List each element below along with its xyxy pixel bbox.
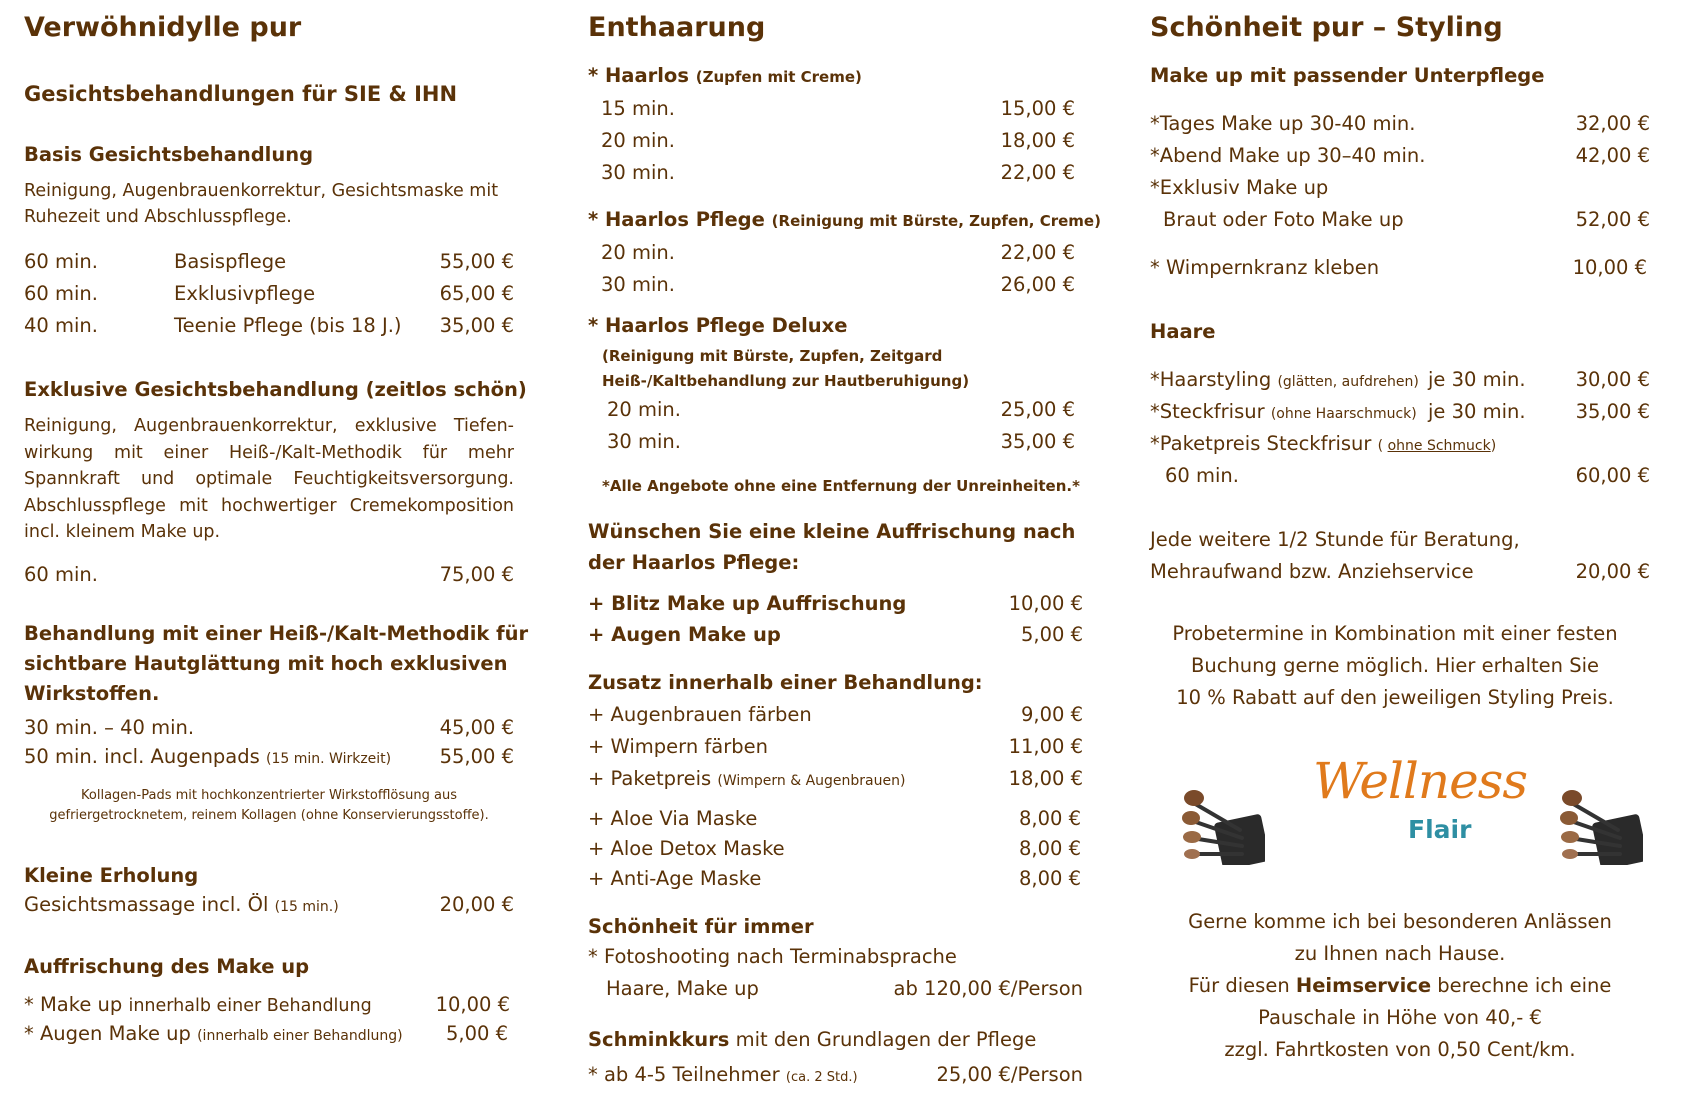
weitere-line2: Mehraufwand bzw. Anziehservice [1150,560,1474,583]
haarlos-heading-label: * Haarlos [588,64,689,87]
pflege-row-price: 22,00 € [1000,241,1075,264]
basis-heading: Basis Gesichtsbehandlung [24,143,314,166]
pflege-heading [588,208,1101,231]
deluxe-small-line1: (Reinigung mit Bürste, Zupfen, Zeitgard [602,347,943,365]
basis-row-price: 65,00 € [439,282,514,305]
pflege-heading-small: (Reinigung mit Bürste, Zupfen, Creme) [771,212,1101,230]
heisskalt-row1-price: 45,00 € [439,716,514,739]
immer-heading: Schönheit für immer [588,915,814,938]
pflege-row-duration: 30 min. [601,273,675,296]
basis-row-name: Teenie Pflege (bis 18 J.) [174,314,402,337]
paren-close: ) [1490,438,1497,454]
exklusiv-price: 75,00 € [439,563,514,586]
auffrischung-row1-label: * Make up [24,993,123,1016]
haare-row-per: je 30 min. [1428,368,1526,391]
basis-row-name: Basispflege [174,250,287,273]
probe-line3: 10 % Rabatt auf den jeweiligen Styling Preis. [1176,686,1614,709]
haarlos-row-duration: 20 min. [601,129,675,152]
deluxe-row-duration: 20 min. [607,398,681,421]
wunsch-row-label: + Blitz Make up Auffrischung [588,592,907,615]
paren-open: ( [1377,438,1388,454]
zusatz-paket [588,767,905,790]
haare-row-label: *Haarstyling [1150,368,1272,391]
kurs-heading-bold: Schminkkurs [588,1028,730,1051]
haarlos-heading [588,64,862,87]
heim-line3-c: berechne ich eine [1431,974,1612,997]
heim-line3-a: Für diesen [1188,974,1296,997]
erholung-price: 20,00 € [439,893,514,916]
basis-row-price: 35,00 € [439,314,514,337]
logo-wellness-script: Wellness [1313,752,1527,810]
haare-heading: Haare [1150,320,1216,343]
section-title: Enthaarung [588,12,766,43]
wunsch-heading-line2: der Haarlos Pflege: [588,551,800,574]
basis-row-duration: 60 min. [24,250,98,273]
heisskalt-heading-line2: sichtbare Hautglättung mit hoch exklusiven [24,652,508,675]
kurs-label: * ab 4-5 Teilnehmer [588,1063,780,1086]
deluxe-small-line2: Heiß-/Kaltbehandlung zur Hautberuhigung) [602,372,970,390]
mask-row-price: 8,00 € [1018,867,1081,890]
basis-row-duration: 60 min. [24,282,98,305]
wunsch-heading-line1: Wünschen Sie eine kleine Auffrischung nach [588,520,1076,543]
makeup-row-label: *Exklusiv Make up [1150,176,1329,199]
haare-row [1150,400,1417,423]
weitere-line1: Jede weitere 1/2 Stunde für Beratung, [1150,528,1520,551]
makeup-heading: Make up mit passender Unterpflege [1150,64,1545,87]
kurs-heading [588,1028,1036,1051]
mask-row-price: 8,00 € [1018,837,1081,860]
zusatz-row-label: + Augenbrauen färben [588,703,812,726]
section-subtitle: Gesichtsbehandlungen für SIE & IHN [24,82,458,106]
makeup-row-label: * Wimpernkranz kleben [1150,256,1380,279]
immer-price: ab 120,00 €/Person [893,977,1083,1000]
haare-row-label: *Paketpreis Steckfrisur [1150,432,1372,455]
kurs-heading-rest: mit den Grundlagen der Pflege [729,1028,1037,1051]
heisskalt-row1-label: 30 min. – 40 min. [24,716,195,739]
haarlos-row-price: 15,00 € [1000,97,1075,120]
makeup-row-price: 42,00 € [1575,144,1650,167]
basis-row-name: Exklusivpflege [174,282,316,305]
heisskalt-row2-small: (15 min. Wirkzeit) [266,751,392,767]
immer-line2: Haare, Make up [606,977,759,1000]
haare-row-label: *Steckfrisur [1150,400,1265,423]
haare-row-label: 60 min. [1165,464,1239,487]
basis-desc-line1: Reinigung, Augenbrauenkorrektur, Gesichtsmaske mit [24,181,499,201]
kurs-row [588,1063,858,1086]
section-title: Verwöhnidylle pur [24,12,302,43]
makeup-row-price: 52,00 € [1575,208,1650,231]
mask-row-label: + Aloe Via Maske [588,807,758,830]
makeup-row-price: 32,00 € [1575,112,1650,135]
kurs-small: (ca. 2 Std.) [785,1070,858,1085]
heisskalt-row2 [24,745,391,768]
haarlos-row-duration: 15 min. [601,97,675,120]
haare-row-price: 60,00 € [1575,464,1650,487]
exklusiv-desc: Reinigung, Augenbrauenkorrektur, exklusive Tiefen-wirkung mit einer Heiß-/Kalt-Methodik für mehr Spannkraft und optimale Feuchtigkeitsversorgung. Abschlusspflege mit hochwertiger Cremekomposition incl. kleinem Make up. [24,416,514,542]
wunsch-row-price: 10,00 € [1008,592,1083,615]
zusatz-paket-price: 18,00 € [1008,767,1083,790]
wunsch-row-label: + Augen Make up [588,623,781,646]
zusatz-paket-label: + Paketpreis [588,767,712,790]
mask-row-price: 8,00 € [1018,807,1081,830]
mask-row-label: + Aloe Detox Maske [588,837,785,860]
wunsch-row-price: 5,00 € [1020,623,1083,646]
zusatz-paket-small: (Wimpern & Augenbrauen) [717,773,906,789]
section-title: Schönheit pur – Styling [1150,12,1503,43]
makeup-brushes-icon [1558,780,1643,865]
auffrischung-row1 [24,993,372,1016]
basis-desc-line2: Ruhezeit und Abschlusspflege. [24,207,292,227]
pflege-heading-label: * Haarlos Pflege [588,208,765,231]
makeup-row-label: *Abend Make up 30–40 min. [1150,144,1426,167]
logo-flair: Flair [1408,815,1472,844]
heim-line1: Gerne komme ich bei besonderen Anlässen [1188,910,1612,933]
auffrischung-row2-label: * Augen Make up [24,1022,191,1045]
auffrischung-row1-small: innerhalb einer Behandlung [128,996,372,1016]
erholung-small: (15 min.) [274,899,339,915]
haare-row-per: je 30 min. [1428,400,1526,423]
heisskalt-row2-price: 55,00 € [439,745,514,768]
auffrischung-row2-price: 5,00 € [445,1022,508,1045]
haare-row [1150,432,1496,455]
mask-row-label: + Anti-Age Maske [588,867,762,890]
heim-line3 [1150,974,1650,997]
zusatz-row-price: 9,00 € [1020,703,1083,726]
erholung-row [24,893,339,916]
makeup-brushes-icon [1180,780,1265,865]
heisskalt-note-line1: Kollagen-Pads mit hochkonzentrierter Wirkstofflösung aus [81,788,457,803]
haare-row-small-underlined: ohne Schmuck [1387,438,1491,454]
zusatz-row-label: + Wimpern färben [588,735,768,758]
kurs-price: 25,00 €/Person [936,1063,1083,1086]
haarlos-row-duration: 30 min. [601,161,675,184]
zusatz-heading: Zusatz innerhalb einer Behandlung: [588,671,983,694]
heim-line5: zzgl. Fahrtkosten von 0,50 Cent/km. [1224,1038,1576,1061]
makeup-row-label: *Tages Make up 30-40 min. [1150,112,1416,135]
weitere-price: 20,00 € [1575,560,1650,583]
haarlos-heading-small: (Zupfen mit Creme) [695,68,862,86]
auffrischung-row2 [24,1022,403,1045]
haare-row-price: 30,00 € [1575,368,1650,391]
heim-line3-bold: Heimservice [1295,974,1432,997]
basis-row-duration: 40 min. [24,314,98,337]
deluxe-heading: * Haarlos Pflege Deluxe [588,314,848,337]
immer-line1: * Fotoshooting nach Terminabsprache [588,945,957,968]
heisskalt-note-line2: gefriergetrocknetem, reinem Kollagen (ohne Konservierungsstoffe). [49,808,489,823]
heisskalt-heading-line1: Behandlung mit einer Heiß-/Kalt-Methodik für [24,622,529,645]
zusatz-row-price: 11,00 € [1008,735,1083,758]
basis-row-price: 55,00 € [439,250,514,273]
haare-row-small [1378,438,1497,454]
makeup-row-label: Braut oder Foto Make up [1163,208,1404,231]
auffrischung-row1-price: 10,00 € [435,993,510,1016]
makeup-row-price: 10,00 € [1572,256,1647,279]
heim-line4: Pauschale in Höhe von 40,- € [1258,1006,1542,1029]
exklusiv-duration: 60 min. [24,563,98,586]
haare-row-small: (glätten, aufdrehen) [1277,374,1419,390]
deluxe-row-duration: 30 min. [607,430,681,453]
haare-row-small: (ohne Haarschmuck) [1270,406,1417,422]
deluxe-row-price: 35,00 € [1000,430,1075,453]
haarlos-row-price: 18,00 € [1000,129,1075,152]
erholung-heading: Kleine Erholung [24,864,199,887]
auffrischung-row2-small: (innerhalb einer Behandlung) [197,1028,403,1044]
haarlos-row-price: 22,00 € [1000,161,1075,184]
enthaarung-note: *Alle Angebote ohne eine Entfernung der Unreinheiten.* [602,477,1080,495]
pflege-row-price: 26,00 € [1000,273,1075,296]
exklusiv-heading: Exklusive Gesichtsbehandlung (zeitlos schön) [24,378,527,401]
auffrischung-heading: Auffrischung des Make up [24,955,310,978]
heisskalt-heading-line3: Wirkstoffen. [24,682,160,705]
probe-line2: Buchung gerne möglich. Hier erhalten Sie [1190,654,1599,677]
haare-row [1150,368,1419,391]
probe-line1: Probetermine in Kombination mit einer festen [1172,622,1618,645]
erholung-label: Gesichtsmassage incl. Öl [24,893,269,916]
deluxe-row-price: 25,00 € [1000,398,1075,421]
heim-line2: zu Ihnen nach Hause. [1294,942,1506,965]
heisskalt-row2-label: 50 min. incl. Augenpads [24,745,260,768]
pflege-row-duration: 20 min. [601,241,675,264]
haare-row-price: 35,00 € [1575,400,1650,423]
